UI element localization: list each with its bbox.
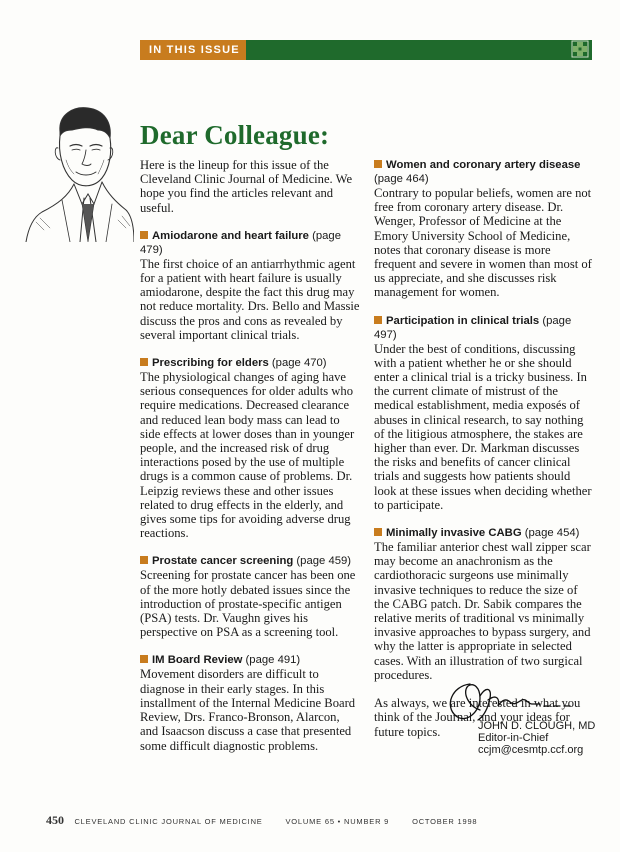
section-clinical-trials	[374, 314, 592, 512]
square-bullet-icon	[140, 655, 148, 663]
section-body: Movement disorders are difficult to diagnose in their early stages. In this installment of the Internal Medicine Board Review, Drs. Franco-Bronson, Alarcon, and Isaacson discuss a case that presented some difficult diagnostic problems.	[140, 667, 356, 753]
section-body: The first choice of an antiarrhythmic agent for a patient with heart failure is usually amiodarone, despite the fact this drug may not reduce mortality. Drs. Bello and Massie discuss the pros and cons as revealed by several important clinical trials.	[140, 256, 360, 342]
square-bullet-icon	[140, 556, 148, 564]
in-this-issue-banner	[140, 40, 592, 60]
closing-paragraph: As always, we are interested in what you think of the Journal, and your ideas for future topics.	[374, 696, 581, 739]
section-heading	[374, 526, 592, 540]
volume-number: VOLUME 65 • NUMBER 9	[285, 817, 390, 826]
page-reference: (page 454)	[524, 527, 580, 540]
section-women-cad	[374, 158, 592, 300]
section-title: IM Board Review	[152, 654, 243, 667]
section-im-board-review	[140, 653, 360, 752]
intro-text: Here is the lineup for this issue of the Cleveland Clinic Journal of Medicine. We hope you find the articles relevant and useful.	[140, 158, 353, 215]
section-body: The familiar anterior chest wall zipper scar may become an anachronism as the cardiothoracic surgeons use minimally invasive techniques to reduce the size of the CABG patch. Dr. Sabik compares the relative merits of traditional vs minimally invasive approaches to bypass surgery, and why the latter is appropriate in selected cases. With an illustration of two surgical procedures.	[374, 540, 591, 682]
square-bullet-icon	[140, 358, 148, 366]
banner-tag: IN THIS ISSUE	[140, 40, 246, 60]
section-heading	[140, 554, 360, 568]
section-title: Prescribing for elders	[152, 357, 269, 370]
right-column	[374, 158, 592, 739]
square-bullet-icon	[140, 231, 148, 239]
page-footer	[46, 811, 477, 829]
section-amiodarone	[140, 229, 360, 342]
section-title: Women and coronary artery disease	[386, 159, 581, 171]
signature-text	[478, 720, 595, 756]
editor-role: Editor-in-Chief	[478, 732, 549, 744]
section-prescribing-elders	[140, 356, 360, 540]
signature-block	[440, 676, 600, 756]
page-reference: (page 470)	[271, 357, 327, 370]
page-reference: (page 464)	[374, 173, 429, 185]
section-body: Contrary to popular beliefs, women are not free from coronary artery disease. Dr. Wenger, Professor of Medicine at the Emory University School of Medicine, notes that coronary disease is more frequent and severe in women than most of us appreciate, and she discusses risk management for women.	[374, 186, 592, 300]
intro-paragraph	[140, 158, 360, 215]
page-title: Dear Colleague:	[140, 120, 330, 150]
section-heading	[374, 158, 592, 186]
section-heading	[140, 653, 360, 667]
section-title: Participation in clinical trials	[386, 314, 540, 327]
page-number: 450	[46, 813, 64, 827]
page-reference: (page 497)	[374, 314, 572, 341]
section-prostate-screening	[140, 554, 360, 639]
editor-name: JOHN D. CLOUGH, MD	[478, 720, 596, 732]
square-bullet-icon	[374, 528, 382, 536]
left-column	[140, 158, 360, 767]
page-reference: (page 479)	[140, 229, 341, 256]
editor-email: ccjm@cesmtp.ccf.org	[478, 744, 584, 756]
section-body: Under the best of conditions, discussing with a patient whether he or she should enter a clinical trial is a tricky business. In the current climate of mistrust of the medical establishment, media exposés of abuses in clinical research, to say nothing of the litigious atmosphere, the stakes are higher than ever. Dr. Markman discusses the risks and benefits of cancer clinical trials and suggests how patients should look at these issues when deciding whether to participate.	[374, 341, 592, 512]
issue-date: OCTOBER 1998	[412, 817, 478, 826]
section-heading	[140, 229, 360, 257]
section-minimally-invasive-cabg	[374, 526, 592, 682]
editor-portrait-sketch	[22, 100, 134, 242]
section-title: Minimally invasive CABG	[386, 527, 522, 540]
page-reference: (page 491)	[245, 654, 301, 667]
square-bullet-icon	[374, 160, 382, 168]
section-body: The physiological changes of aging have serious consequences for older adults who require medications. Decreased clearance and reduced lean body mass can lead to side effects at lower doses than in younger people, and the increased risk of drug interactions posed by the use of multiple drugs is a common cause of problems. Dr. Leipzig reviews these and other issues related to drug effects in the elderly, and gives some tips for avoiding adverse drug reactions.	[140, 370, 355, 541]
section-body: Screening for prostate cancer has been one of the more hotly debated issues since the introduction of prostate-specific antigen (PSA) tests. Dr. Vaughn gives his perspective on PSA as a screening tool.	[140, 568, 356, 640]
section-heading	[140, 356, 360, 370]
journal-logo-icon	[571, 40, 589, 58]
section-title: Prostate cancer screening	[152, 555, 294, 568]
section-title: Amiodarone and heart failure	[152, 229, 309, 242]
square-bullet-icon	[374, 316, 382, 324]
page-reference: (page 459)	[296, 555, 352, 568]
journal-name: CLEVELAND CLINIC JOURNAL OF MEDICINE	[74, 817, 263, 826]
section-heading	[374, 314, 592, 342]
